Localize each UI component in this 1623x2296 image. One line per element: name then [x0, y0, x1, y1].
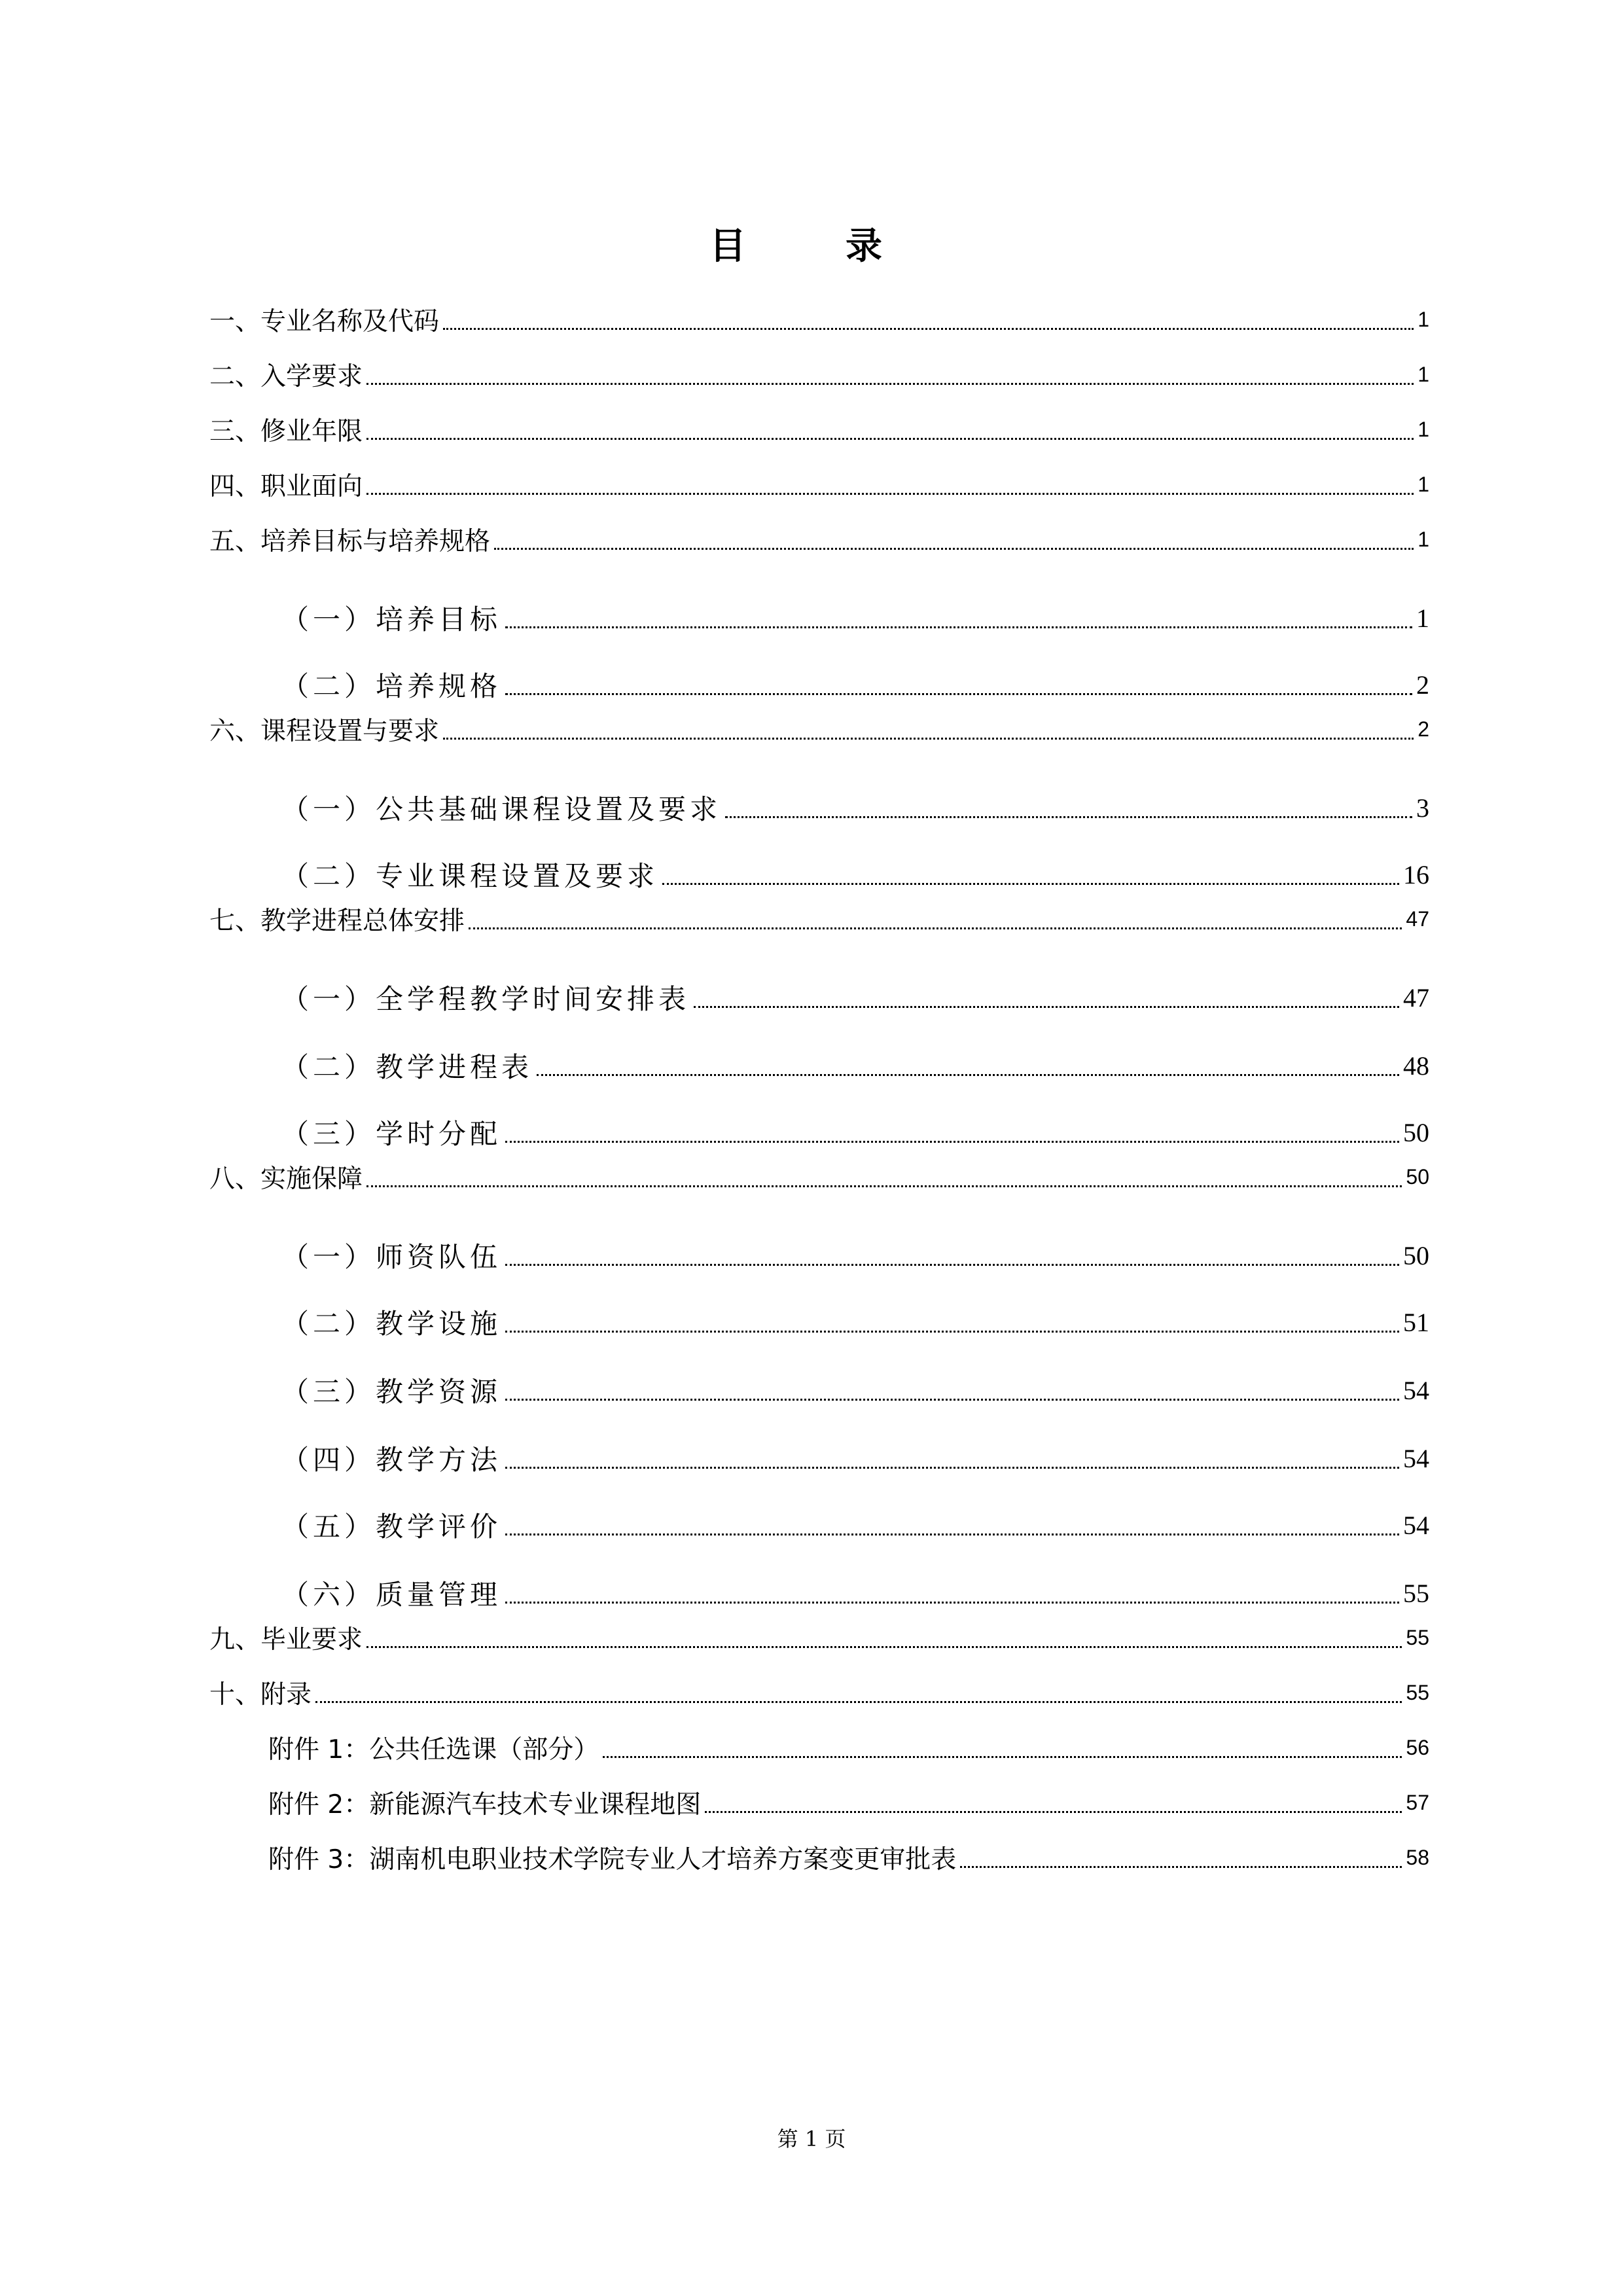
- toc-entry-page: 50: [1403, 1117, 1429, 1147]
- toc-entry-label: （六）质量管理: [281, 1579, 502, 1611]
- toc-entry-page: 2: [1418, 717, 1429, 741]
- toc-entry-page: 55: [1403, 1578, 1429, 1608]
- toc-entry-page: 16: [1403, 859, 1429, 889]
- toc-entry-label: 六、课程设置与要求: [209, 717, 440, 746]
- toc-entry-9[interactable]: [209, 1618, 1429, 1657]
- toc-entry-label: （三）教学资源: [281, 1376, 502, 1408]
- toc-dot-leader: [315, 1701, 1402, 1703]
- toc-dot-leader: [725, 816, 1412, 818]
- toc-dot-leader: [366, 438, 1414, 440]
- toc-entry-3[interactable]: [209, 410, 1429, 449]
- toc-dot-leader: [366, 1185, 1402, 1187]
- toc-dot-leader: [694, 1006, 1399, 1008]
- toc-entry-page: 1: [1418, 527, 1429, 551]
- toc-entry-8-4[interactable]: [281, 1439, 1429, 1478]
- toc-entry-label: 三、修业年限: [209, 417, 363, 446]
- toc-entry-label: （三）学时分配: [281, 1118, 502, 1150]
- toc-entry-label: 五、培养目标与培养规格: [209, 527, 491, 556]
- toc-entry-page: 57: [1406, 1790, 1429, 1814]
- toc-entry-label: 一、专业名称及代码: [209, 307, 440, 336]
- toc-entry-7[interactable]: [209, 899, 1429, 939]
- toc-entry-6[interactable]: [209, 709, 1429, 749]
- toc-entry-page: 58: [1406, 1845, 1429, 1869]
- toc-entry-page: 54: [1403, 1443, 1429, 1473]
- toc-entry-label: （二）教学设施: [281, 1308, 502, 1340]
- toc-entry-label: （一）全学程教学时间安排表: [281, 983, 690, 1015]
- toc-dot-leader: [662, 883, 1399, 885]
- toc-dot-leader: [469, 927, 1402, 929]
- toc-entry-page: 1: [1418, 362, 1429, 386]
- toc-entry-8-5[interactable]: [281, 1505, 1429, 1545]
- toc-entry-7-1[interactable]: [281, 978, 1429, 1017]
- toc-entry-8[interactable]: [209, 1157, 1429, 1196]
- toc-entry-page: 56: [1406, 1735, 1429, 1759]
- toc-entry-label: （四）教学方法: [281, 1444, 502, 1476]
- toc-entry-label: （一）培养目标: [281, 603, 502, 636]
- toc-dot-leader: [494, 548, 1414, 550]
- toc-entry-page: 54: [1403, 1375, 1429, 1405]
- toc-entry-page: 1: [1418, 307, 1429, 331]
- toc-entry-label: 附件 3：湖南机电职业技术学院专业人才培养方案变更审批表: [268, 1845, 957, 1874]
- toc-entry-6-1[interactable]: [281, 788, 1429, 827]
- toc-appendix-2[interactable]: [268, 1783, 1429, 1822]
- toc-entry-7-3[interactable]: [281, 1113, 1429, 1152]
- toc-entry-page: 1: [1416, 603, 1429, 633]
- toc-entry-label: 七、教学进程总体安排: [209, 906, 465, 936]
- toc-dot-leader: [603, 1756, 1402, 1758]
- toc-entry-8-2[interactable]: [281, 1302, 1429, 1342]
- toc-dot-leader: [505, 1602, 1399, 1604]
- toc-dot-leader: [366, 493, 1414, 495]
- toc-dot-leader: [443, 738, 1414, 740]
- toc-dot-leader: [505, 693, 1412, 695]
- toc-entry-label: 九、毕业要求: [209, 1625, 363, 1655]
- toc-entry-page: 50: [1403, 1240, 1429, 1270]
- toc-dot-leader: [505, 1467, 1399, 1469]
- toc-entry-label: 附件 1：公共任选课（部分）: [268, 1735, 599, 1765]
- toc-dot-leader: [505, 1264, 1399, 1266]
- toc-entry-label: （二）教学进程表: [281, 1051, 533, 1083]
- toc-entry-8-6[interactable]: [281, 1573, 1429, 1613]
- toc-entry-page: 2: [1416, 670, 1429, 700]
- toc-entry-label: 十、附录: [209, 1680, 312, 1710]
- page-number-footer: 第 1 页: [777, 2126, 846, 2151]
- toc-entry-page: 3: [1416, 793, 1429, 823]
- toc-dot-leader: [505, 1534, 1399, 1535]
- toc-appendix-3[interactable]: [268, 1838, 1429, 1877]
- toc-appendix-1[interactable]: [268, 1728, 1429, 1767]
- toc-entry-page: 47: [1406, 906, 1429, 931]
- toc-entry-5-2[interactable]: [281, 665, 1429, 704]
- toc-entry-8-1[interactable]: [281, 1236, 1429, 1275]
- toc-entry-8-3[interactable]: [281, 1371, 1429, 1410]
- toc-entry-page: 48: [1403, 1050, 1429, 1081]
- toc-entry-1[interactable]: [209, 300, 1429, 339]
- toc-dot-leader: [505, 1141, 1399, 1143]
- toc-dot-leader: [705, 1811, 1402, 1813]
- toc-entry-page: 1: [1418, 472, 1429, 496]
- toc-dot-leader: [443, 328, 1414, 330]
- toc-entry-label: 附件 2：新能源汽车技术专业课程地图: [268, 1790, 702, 1820]
- toc-entry-label: 八、实施保障: [209, 1164, 363, 1194]
- toc-dot-leader: [366, 1646, 1402, 1648]
- toc-entry-label: 二、入学要求: [209, 362, 363, 391]
- toc-dot-leader: [537, 1074, 1399, 1076]
- toc-dot-leader: [505, 626, 1412, 628]
- toc-entry-label: （二）培养规格: [281, 670, 502, 702]
- toc-entry-7-2[interactable]: [281, 1046, 1429, 1085]
- toc-entry-label: 四、职业面向: [209, 472, 363, 501]
- toc-entry-page: 47: [1403, 982, 1429, 1013]
- toc-dot-leader: [960, 1866, 1402, 1868]
- toc-entry-page: 50: [1406, 1164, 1429, 1189]
- toc-entry-page: 51: [1403, 1307, 1429, 1337]
- toc-entry-5-1[interactable]: [281, 598, 1429, 637]
- toc-entry-label: （五）教学评价: [281, 1511, 502, 1543]
- toc-entry-4[interactable]: [209, 465, 1429, 504]
- toc-entry-10[interactable]: [209, 1673, 1429, 1712]
- toc-title: 目 录: [709, 225, 914, 268]
- toc-entry-6-2[interactable]: [281, 855, 1429, 894]
- toc-entry-5[interactable]: [209, 520, 1429, 559]
- toc-entry-page: 54: [1403, 1510, 1429, 1540]
- toc-entry-page: 55: [1406, 1680, 1429, 1704]
- toc-entry-page: 1: [1418, 417, 1429, 441]
- toc-entry-label: （二）专业课程设置及要求: [281, 860, 659, 892]
- toc-entry-label: （一）公共基础课程设置及要求: [281, 793, 722, 825]
- toc-entry-label: （一）师资队伍: [281, 1241, 502, 1273]
- toc-entry-2[interactable]: [209, 355, 1429, 394]
- toc-dot-leader: [505, 1399, 1399, 1401]
- toc-dot-leader: [505, 1331, 1399, 1333]
- toc-entry-page: 55: [1406, 1625, 1429, 1649]
- toc-dot-leader: [366, 383, 1414, 385]
